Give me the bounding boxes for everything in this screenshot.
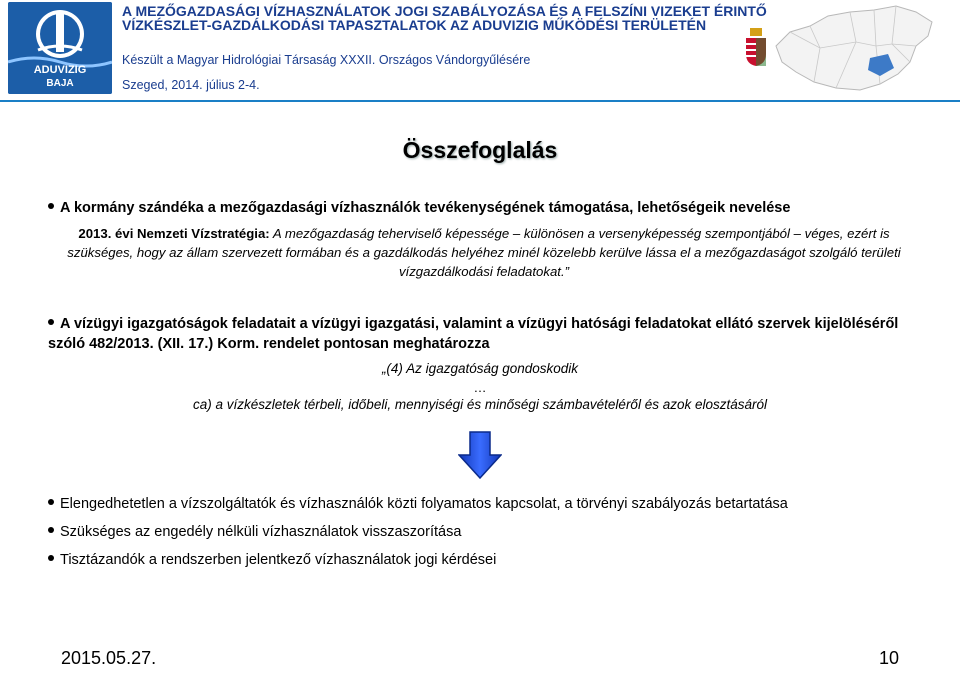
bullet-government-intent (48, 200, 790, 216)
list-item (48, 552, 788, 580)
header-divider (0, 100, 960, 102)
strategy-lead: 2013. évi Nemzeti Vízstratégia: (78, 226, 270, 241)
header-subtitle-line2: Szeged, 2014. július 2-4. (122, 78, 260, 92)
list-item (48, 524, 788, 552)
regulation-quote-line2: ca) a vízkészletek térbeli, időbeli, mennyiségi és minőségi számbavételéről és azok elosztásáról (192, 397, 768, 412)
bullet-marker (48, 203, 54, 209)
bullet-marker (48, 527, 54, 533)
bullet-text: A kormány szándéka a mezőgazdasági vízhasználók tevékenységének támogatása, lehetőségeik nevelése (60, 200, 791, 216)
bullet-text: A vízügyi igazgatóságok feladatait a vízügyi igazgatási, valamint a vízügyi hatósági feladatokat ellátó szervek kijelöléséről szóló 482/2013. (XII. 17.) Korm. rendelet pontosan meghatározza (48, 316, 899, 352)
water-strategy-quote (48, 224, 920, 281)
aduvizig-logo (8, 2, 112, 94)
header-title-line1: A MEZŐGAZDASÁGI VÍZHASZNÁLATOK JOGI SZABÁLYOZÁSA ÉS A FELSZÍNI VIZEKET ÉRINTŐ (122, 3, 767, 19)
slide-heading: Összefoglalás (402, 137, 558, 163)
list-item (48, 496, 788, 524)
list-item-text: Elengedhetetlen a vízszolgáltatók és vízhasználók közti folyamatos kapcsolat, a törvényi szabályozás betartatása (60, 496, 788, 512)
strategy-text: A mezőgazdaság teherviselő képessége – különösen a versenyképesség szempontjából – véges, ezért is szükséges, hogy az állam szervezett formában és a gazdálkodás helyéhez minél közelebb kerülve lássa el a mezőgazdaságot szolgáló területi vízgazdálkodási feladatokat.” (67, 226, 901, 279)
page-number: 10 (879, 648, 900, 668)
slide-header (0, 0, 960, 103)
list-item-text: Tisztázandók a rendszerben jelentkező vízhasználatok jogi kérdései (60, 552, 497, 568)
bullet-marker (48, 555, 54, 561)
list-item-text: Szükséges az engedély nélküli vízhasználatok visszaszorítása (60, 524, 462, 540)
down-arrow-icon (458, 431, 502, 479)
bullet-marker (48, 319, 54, 325)
header-title-line2: VÍZKÉSZLET-GAZDÁLKODÁSI TAPASZTALATOK AZ ADUVIZIG MŰKÖDÉSI TERÜLETÉN (122, 17, 707, 33)
logo-text: ADUVIZIG (33, 64, 87, 76)
bullet-marker (48, 499, 54, 505)
hungary-map-icon (770, 2, 938, 98)
coat-of-arms-icon (745, 28, 767, 66)
bullet-directorates-tasks (48, 314, 918, 354)
logo-subtext: BAJA (46, 78, 74, 89)
conclusion-list (48, 496, 788, 580)
regulation-ellipsis: … (473, 380, 487, 395)
footer-date: 2015.05.27. (61, 648, 157, 668)
header-subtitle-line1: Készült a Magyar Hidrológiai Társaság XXXII. Országos Vándorgyűlésére (122, 53, 531, 67)
regulation-quote-line1: „(4) Az igazgatóság gondoskodik (381, 361, 579, 376)
